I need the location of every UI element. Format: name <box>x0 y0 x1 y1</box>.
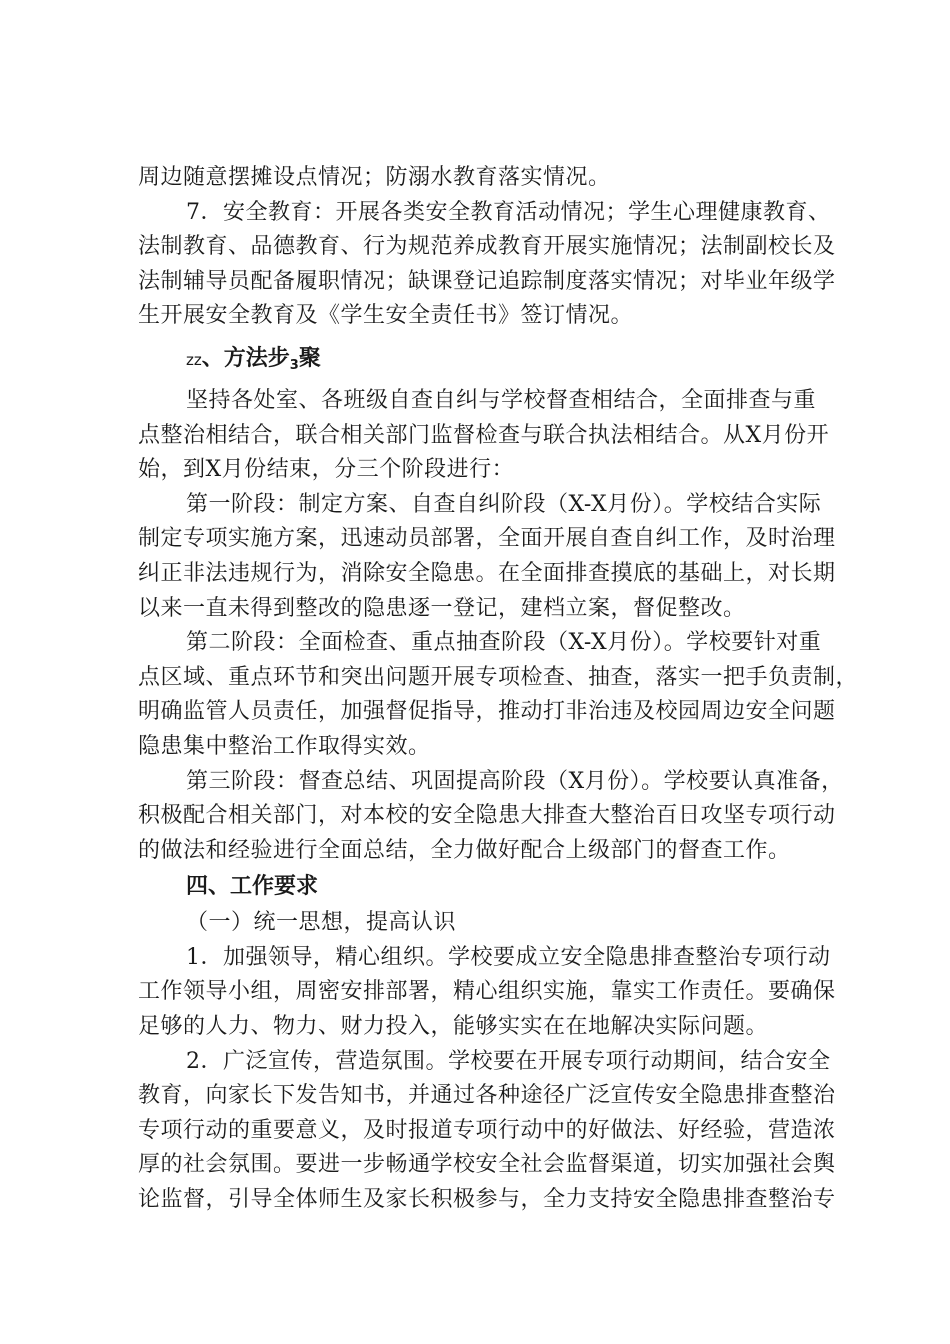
paragraph-stage-2 <box>138 626 859 764</box>
text-line: 点区域、重点环节和突出问题开展专项检查、抽查，落实一把手负责制， <box>138 664 859 690</box>
text-line: 以来一直未得到整改的隐患逐一登记，建档立案，督促整改。 <box>138 595 746 621</box>
text-line: 周边随意摆摊设点情况；防溺水教育落实情况。 <box>138 165 611 190</box>
paragraph-publicity <box>138 1045 836 1218</box>
text-line: 法制教育、品德教育、行为规范养成教育开展实施情况；法制副校长及 <box>138 234 836 260</box>
section-heading-methods <box>138 340 828 378</box>
text-line: 足够的人力、物力、财力投入，能够实实在在地解决实际问题。 <box>138 1014 769 1040</box>
text-line: 的做法和经验进行全面总结，全力做好配合上级部门的督查工作。 <box>138 837 791 863</box>
text-line: 生开展安全教育及《学生安全责任书》签订情况。 <box>138 303 634 329</box>
subheading-unify-thinking: （一）统一思想，提高认识 <box>186 910 457 936</box>
text-line: 教育，向家长下发告知书，并通过各种途径广泛宣传安全隐患排查整治 <box>138 1083 836 1109</box>
text-line: 第一阶段：制定方案、自查自纠阶段（X-X月份）。学校结合实际 <box>186 491 822 517</box>
text-line: 始，到X月份结束，分三个阶段进行： <box>138 457 515 483</box>
text-line: 专项行动的重要意义，及时报道专项行动中的好做法、好经验，营造浓 <box>138 1117 836 1143</box>
heading-suffix: 聚 <box>298 345 321 371</box>
paragraph-leadership <box>138 941 836 1045</box>
text-line: 1．加强领导，精心组织。学校要成立安全隐患排查整治专项行动 <box>186 944 831 970</box>
text-line: 法制辅导员配备履职情况；缺课登记追踪制度落实情况；对毕业年级学 <box>138 268 836 294</box>
text-line: 制定专项实施方案，迅速动员部署，全面开展自查自纠工作，及时治理 <box>138 526 836 552</box>
text-line: 2．广泛宣传，营造氛围。学校要在开展专项行动期间，结合安全 <box>186 1048 831 1074</box>
text-line: 第三阶段：督查总结、巩固提高阶段（X月份）。学校要认真准备， <box>186 768 844 794</box>
text-line: 第二阶段：全面检查、重点抽查阶段（X-X月份）。学校要针对重 <box>186 630 822 656</box>
text-line: 论监督，引导全体师生及家长积极参与，全力支持安全隐患排查整治专 <box>138 1187 836 1213</box>
text-line: 点整治相结合，联合相关部门监督检查与联合执法相结合。从X月份开 <box>138 422 830 448</box>
text-line: 隐患集中整治工作取得实效。 <box>138 733 431 759</box>
paragraph-approach <box>138 384 828 488</box>
paragraph-stage-3 <box>138 765 844 869</box>
paragraph-safety-education <box>138 196 836 334</box>
heading-main: 、方法步 <box>201 345 290 371</box>
document-page <box>138 161 859 1218</box>
text-line: 7．安全教育：开展各类安全教育活动情况；学生心理健康教育、 <box>186 199 831 225</box>
text-line: 明确监管人员责任，加强督促指导，推动打非治违及校园周边安全问题 <box>138 699 836 725</box>
text-line: 积极配合相关部门，对本校的安全隐患大排查大整治百日攻坚专项行动 <box>138 803 836 829</box>
heading-prefix: zz <box>186 350 202 369</box>
text-line: 坚持各处室、各班级自查自纠与学校督查相结合，全面排查与重 <box>186 387 817 413</box>
paragraph-stage-1 <box>138 488 836 626</box>
heading-subscript: 3 <box>289 357 299 373</box>
text-line: 纠正非法违规行为，消除安全隐患。在全面排查摸底的基础上，对长期 <box>138 560 836 586</box>
text-line: 工作领导小组，周密安排部署，精心组织实施，靠实工作责任。要确保 <box>138 979 836 1005</box>
section-heading-requirements: 四、工作要求 <box>186 874 319 900</box>
paragraph-1 <box>138 161 828 196</box>
text-line: 厚的社会氛围。要进一步畅通学校安全社会监督渠道，切实加强社会舆 <box>138 1152 836 1178</box>
